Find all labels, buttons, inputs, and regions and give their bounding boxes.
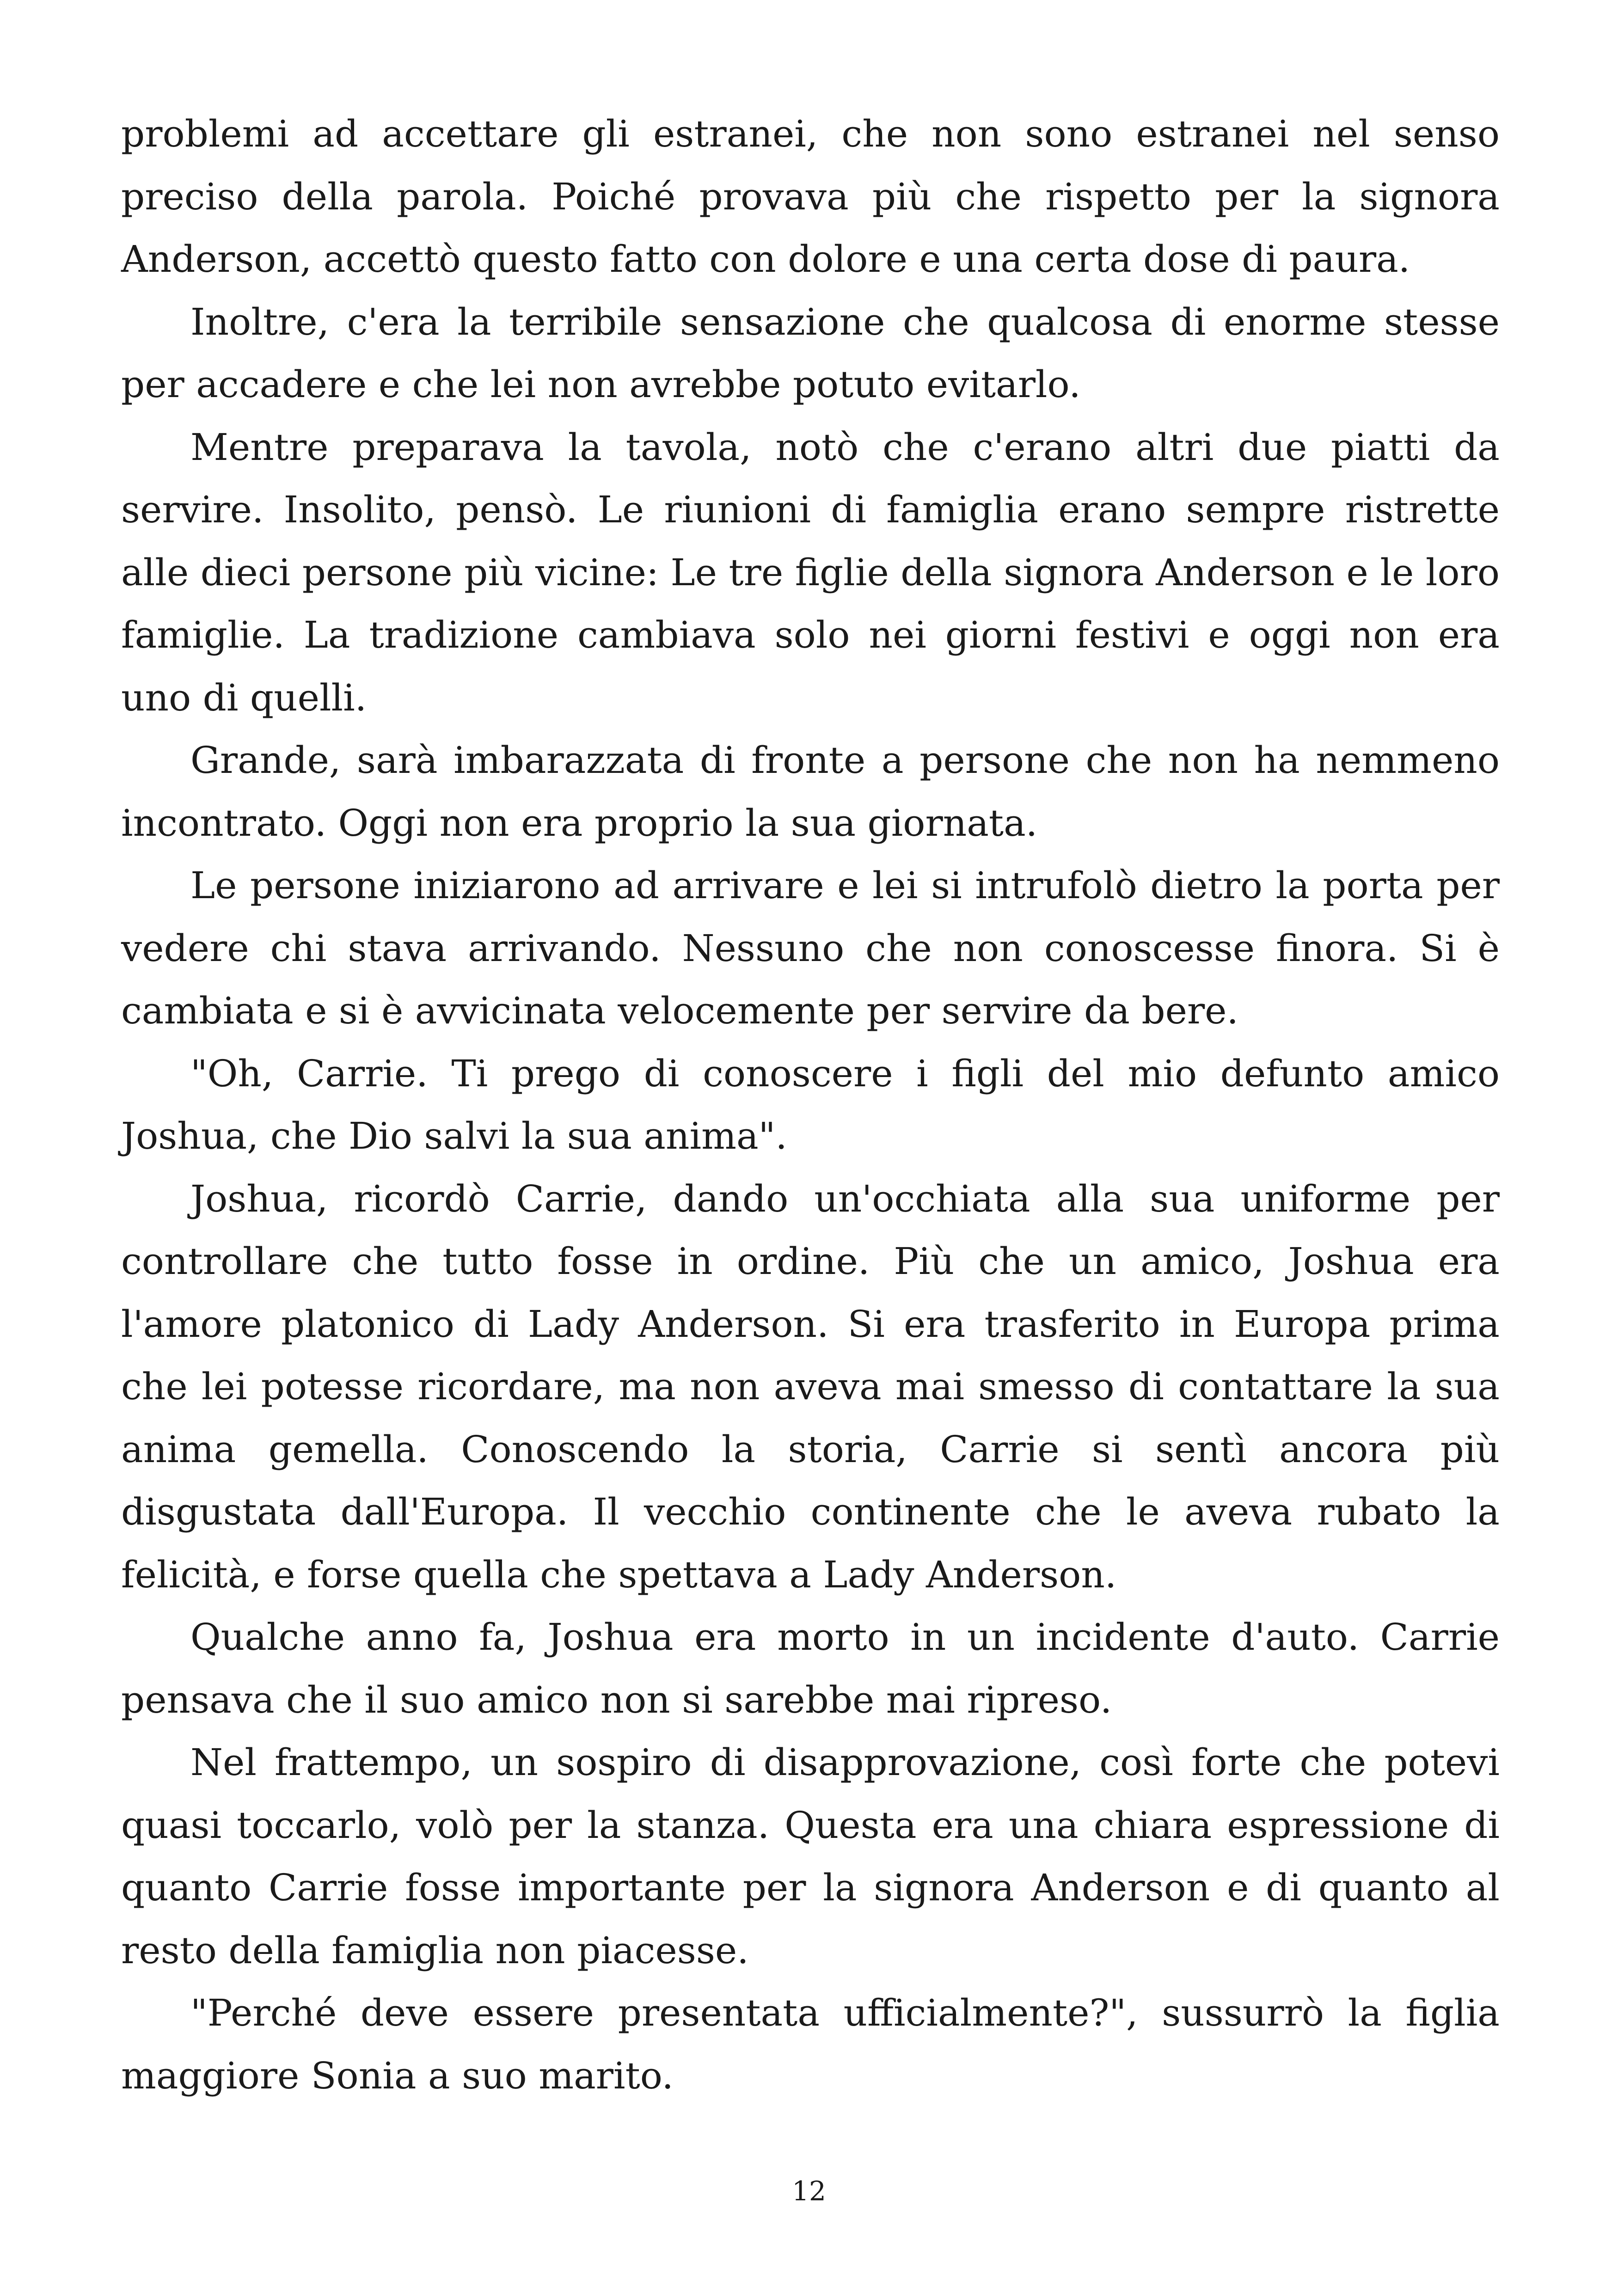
paragraph-1: problemi ad accettare gli estranei, che non sono estranei nel senso preciso della parola. Poiché provava più che rispetto per la signora Anderson, accettò questo fatto con dolore e una certa dose di paura.	[121, 112, 1500, 281]
body-text	[121, 103, 1500, 2107]
paragraph-5: Le persone iniziarono ad arrivare e lei si intrufolò dietro la porta per vedere chi stava arrivando. Nessuno che non conoscesse finora. Si è cambiata e si è avvicinata velocemente per servire da bere.	[121, 864, 1500, 1032]
paragraph-8: Qualche anno fa, Joshua era morto in un incidente d'auto. Carrie pensava che il suo amico non si sarebbe mai ripreso.	[121, 1616, 1500, 1721]
paragraph-9: Nel frattempo, un sospiro di disapprovazione, così forte che potevi quasi toccarlo, volò per la stanza. Questa era una chiara espressione di quanto Carrie fosse importante per la signora Anderson e di quanto al resto della famiglia non piacesse.	[121, 1741, 1500, 1972]
paragraph-2: Inoltre, c'era la terribile sensazione che qualcosa di enorme stesse per accadere e che lei non avrebbe potuto evitarlo.	[121, 300, 1500, 406]
paragraph-3: Mentre preparava la tavola, notò che c'erano altri due piatti da servire. Insolito, pensò. Le riunioni di famiglia erano sempre ristrette alle dieci persone più vicine: Le tre figlie della signora Anderson e le loro famiglie. La tradizione cambiava solo nei giorni festivi e oggi non era uno di quelli.	[121, 425, 1500, 719]
paragraph-10: "Perché deve essere presentata ufficialmente?", sussurrò la figlia maggiore Sonia a suo marito.	[121, 1991, 1500, 2097]
paragraph-7: Joshua, ricordò Carrie, dando un'occhiata alla sua uniforme per controllare che tutto fosse in ordine. Più che un amico, Joshua era l'amore platonico di Lady Anderson. Si era trasferito in Europa prima che lei potesse ricordare, ma non aveva mai smesso di contattare la sua anima gemella. Conoscendo la storia, Carrie si sentì ancora più disgustata dall'Europa. Il vecchio continente che le aveva rubato la felicità, e forse quella che spettava a Lady Anderson.	[121, 1177, 1500, 1596]
paragraph-6: "Oh, Carrie. Ti prego di conoscere i figli del mio defunto amico Joshua, che Dio salvi la sua anima".	[121, 1052, 1500, 1157]
page-number: 12	[792, 2175, 826, 2207]
paragraph-4: Grande, sarà imbarazzata di fronte a persone che non ha nemmeno incontrato. Oggi non era proprio la sua giornata.	[121, 739, 1500, 845]
